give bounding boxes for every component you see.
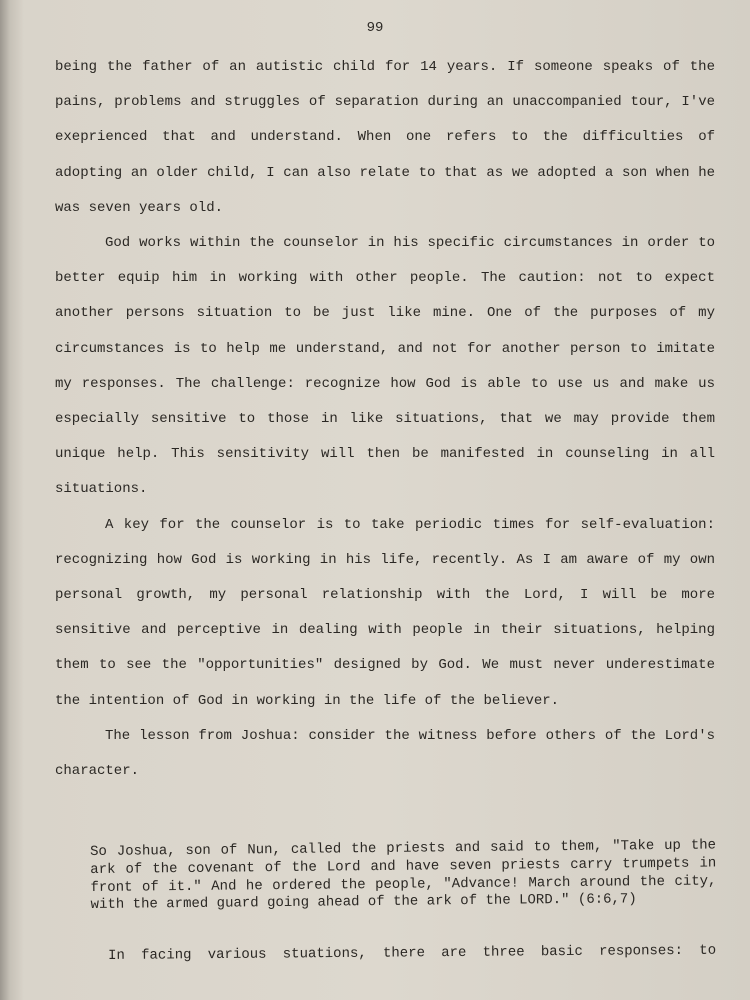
- paragraph-lesson-joshua: The lesson from Joshua: consider the witness before others of the Lord's character.: [55, 727, 715, 780]
- paragraph-basic-responses: In facing various stuations, there are three basic responses: to: [108, 942, 717, 964]
- paragraph-god-works: God works within the counselor in his specific circumstances in order to better equip him in working with other people. The caution: not to expect another persons situation to be just like mine. One of the purposes of my circumstances is to help me understand, and not for another person to imitate my responses. The challenge: recognize how God is able to use us and make us especially sensitive to those in like situations, that we may provide them unique help. This sensitivity will then be manifested in counseling in all situations.: [55, 235, 715, 498]
- paragraph-continuation: being the father of an autistic child for 14 years. If someone speaks of the pains, problems and struggles of separation during an unaccompanied tour, I've exeprienced that and understand. When one refers to the difficulties of adopting an older child, I can also relate to that as we adopted a son when he was seven years old.: [55, 59, 715, 216]
- paragraph-self-evaluation: A key for the counselor is to take periodic times for self-evaluation: recognizing how God is working in his life, recently. As I am aware of my own personal growth, my personal relationship with the Lord, I will be more sensitive and perceptive in dealing with people in their situations, helping them to see the "opportunities" designed by God. We must never underestimate the intention of God in working in the life of the believer.: [55, 516, 715, 709]
- page-number: 99: [366, 20, 384, 36]
- block-quote-joshua: So Joshua, son of Nun, called the priests and said to them, "Take up the ark of the covenant of the Lord and have seven priests carry trumpets in front of it." And he ordered the people, "Advance! March around the city, with the armed guard going ahead of the ark of the LORD." (6:6,7): [90, 837, 717, 914]
- body-text: [55, 50, 715, 789]
